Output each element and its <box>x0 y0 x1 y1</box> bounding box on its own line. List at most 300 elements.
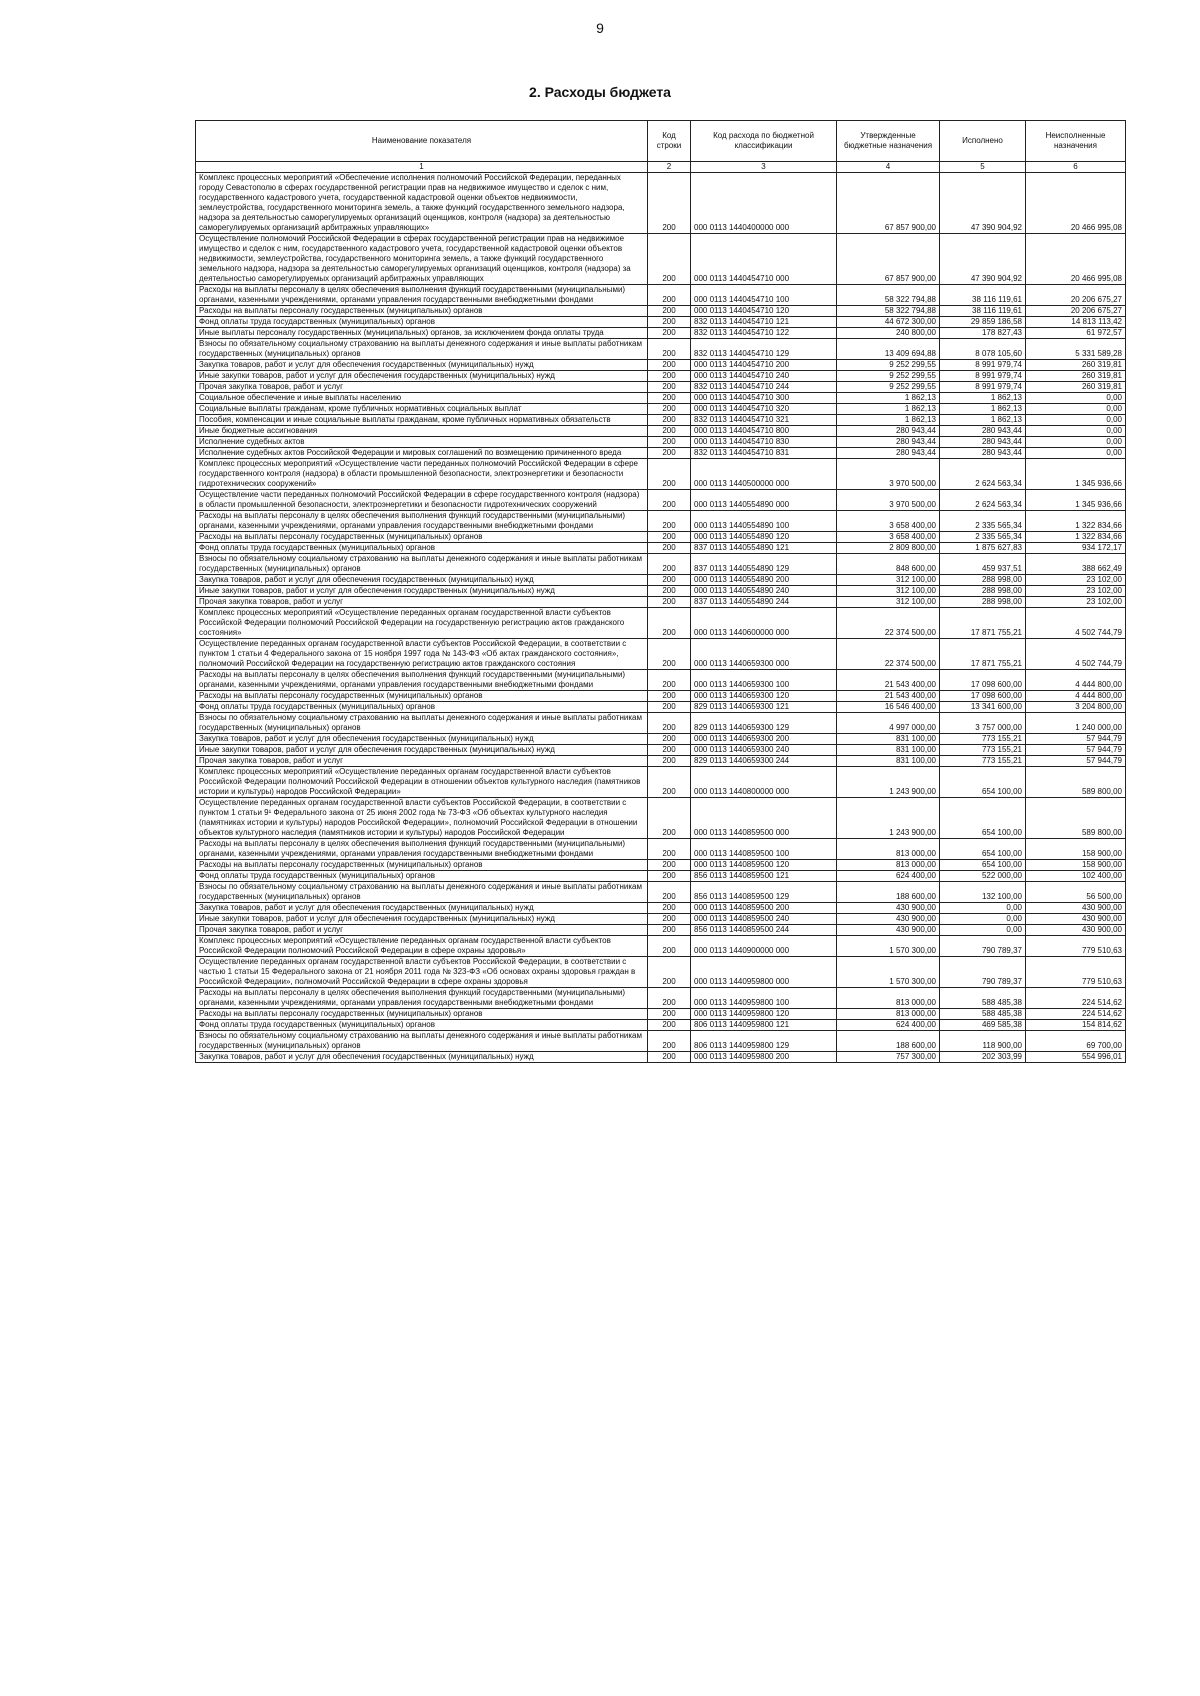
indicator-name-cell: Расходы на выплаты персоналу в целях обеспечения выполнения функций государственными (муниципальными) органами, казенными учреждениями, органами управления государственными внебюджетными фондами <box>196 670 648 691</box>
line-code-cell: 200 <box>648 437 691 448</box>
approved-amount-cell: 831 100,00 <box>837 756 940 767</box>
classification-code-cell: 837 0113 1440554890 244 <box>691 597 837 608</box>
unexecuted-amount-cell: 0,00 <box>1026 437 1126 448</box>
approved-amount-cell: 1 570 300,00 <box>837 936 940 957</box>
line-code-cell: 200 <box>648 936 691 957</box>
indicator-name-cell: Социальные выплаты гражданам, кроме публичных нормативных социальных выплат <box>196 404 648 415</box>
indicator-name-cell: Расходы на выплаты персоналу в целях обеспечения выполнения функций государственными (муниципальными) органами, казенными учреждениями, органами управления государственными внебюджетными фондами <box>196 285 648 306</box>
approved-amount-cell: 430 900,00 <box>837 925 940 936</box>
table-row <box>196 957 1126 988</box>
indicator-name-cell: Исполнение судебных актов <box>196 437 648 448</box>
executed-amount-cell: 178 827,43 <box>940 328 1026 339</box>
unexecuted-amount-cell: 56 500,00 <box>1026 882 1126 903</box>
unexecuted-amount-cell: 20 466 995,08 <box>1026 173 1126 234</box>
approved-amount-cell: 188 600,00 <box>837 882 940 903</box>
unexecuted-amount-cell: 224 514,62 <box>1026 1009 1126 1020</box>
unexecuted-amount-cell: 388 662,49 <box>1026 554 1126 575</box>
approved-amount-cell: 430 900,00 <box>837 914 940 925</box>
line-code-cell: 200 <box>648 554 691 575</box>
line-code-cell: 200 <box>648 1052 691 1063</box>
indicator-name-cell: Фонд оплаты труда государственных (муниципальных) органов <box>196 543 648 554</box>
table-row <box>196 234 1126 285</box>
approved-amount-cell: 22 374 500,00 <box>837 639 940 670</box>
approved-amount-cell: 67 857 900,00 <box>837 234 940 285</box>
unexecuted-amount-cell: 69 700,00 <box>1026 1031 1126 1052</box>
indicator-name-cell: Закупка товаров, работ и услуг для обеспечения государственных (муниципальных) нужд <box>196 575 648 586</box>
column-number: 5 <box>940 162 1026 173</box>
classification-code-cell: 000 0113 1440454710 100 <box>691 285 837 306</box>
indicator-name-cell: Прочая закупка товаров, работ и услуг <box>196 925 648 936</box>
indicator-name-cell: Взносы по обязательному социальному страхованию на выплаты денежного содержания и иные выплаты работникам государственных (муниципальных) органов <box>196 339 648 360</box>
classification-code-cell: 000 0113 1440659300 100 <box>691 670 837 691</box>
executed-amount-cell: 47 390 904,92 <box>940 234 1026 285</box>
indicator-name-cell: Расходы на выплаты персоналу государственных (муниципальных) органов <box>196 1009 648 1020</box>
classification-code-cell: 000 0113 1440659300 000 <box>691 639 837 670</box>
line-code-cell: 200 <box>648 543 691 554</box>
line-code-cell: 200 <box>648 404 691 415</box>
table-row <box>196 871 1126 882</box>
unexecuted-amount-cell: 3 204 800,00 <box>1026 702 1126 713</box>
executed-amount-cell: 469 585,38 <box>940 1020 1026 1031</box>
table-row <box>196 173 1126 234</box>
executed-amount-cell: 2 624 563,34 <box>940 459 1026 490</box>
classification-code-cell: 000 0113 1440454710 000 <box>691 234 837 285</box>
column-number: 1 <box>196 162 648 173</box>
line-code-cell: 200 <box>648 371 691 382</box>
classification-code-cell: 832 0113 1440454710 122 <box>691 328 837 339</box>
unexecuted-amount-cell: 1 240 000,00 <box>1026 713 1126 734</box>
unexecuted-amount-cell: 23 102,00 <box>1026 586 1126 597</box>
table-row <box>196 914 1126 925</box>
line-code-cell: 200 <box>648 448 691 459</box>
line-code-cell: 200 <box>648 925 691 936</box>
executed-amount-cell: 280 943,44 <box>940 437 1026 448</box>
line-code-cell: 200 <box>648 713 691 734</box>
approved-amount-cell: 9 252 299,55 <box>837 360 940 371</box>
unexecuted-amount-cell: 154 814,62 <box>1026 1020 1126 1031</box>
indicator-name-cell: Фонд оплаты труда государственных (муниципальных) органов <box>196 1020 648 1031</box>
line-code-cell: 200 <box>648 798 691 839</box>
indicator-name-cell: Осуществление переданных органам государственной власти субъектов Российской Федерации, в соответствии с пунктом 1 статьи 4 Федерального закона от 15 ноября 1997 года № 143-ФЗ «Об актах гражданского состояния», полномочий Российской Федерации на государственную регистрацию актов гражданского состояния <box>196 639 648 670</box>
indicator-name-cell: Закупка товаров, работ и услуг для обеспечения государственных (муниципальных) нужд <box>196 734 648 745</box>
approved-amount-cell: 3 970 500,00 <box>837 459 940 490</box>
indicator-name-cell: Комплекс процессных мероприятий «Осуществление переданных органам государственной власти субъектов Российской Федерации полномочий Российской Федерации на государственную регистрацию актов гражданского состояния» <box>196 608 648 639</box>
executed-amount-cell: 773 155,21 <box>940 745 1026 756</box>
header-row <box>196 121 1126 162</box>
approved-amount-cell: 1 243 900,00 <box>837 767 940 798</box>
executed-amount-cell: 773 155,21 <box>940 756 1026 767</box>
line-code-cell: 200 <box>648 234 691 285</box>
classification-code-cell: 856 0113 1440859500 244 <box>691 925 837 936</box>
header-budget-classification-code: Код расхода по бюджетной классификации <box>691 121 837 162</box>
indicator-name-cell: Иные закупки товаров, работ и услуг для обеспечения государственных (муниципальных) нужд <box>196 586 648 597</box>
line-code-cell: 200 <box>648 702 691 713</box>
indicator-name-cell: Иные закупки товаров, работ и услуг для обеспечения государственных (муниципальных) нужд <box>196 745 648 756</box>
indicator-name-cell: Закупка товаров, работ и услуг для обеспечения государственных (муниципальных) нужд <box>196 903 648 914</box>
table-row <box>196 317 1126 328</box>
column-number: 6 <box>1026 162 1126 173</box>
indicator-name-cell: Иные бюджетные ассигнования <box>196 426 648 437</box>
executed-amount-cell: 17 098 600,00 <box>940 691 1026 702</box>
line-code-cell: 200 <box>648 360 691 371</box>
table-row <box>196 860 1126 871</box>
unexecuted-amount-cell: 779 510,63 <box>1026 957 1126 988</box>
header-line-code: Код строки <box>648 121 691 162</box>
approved-amount-cell: 312 100,00 <box>837 575 940 586</box>
indicator-name-cell: Осуществление полномочий Российской Федерации в сферах государственной регистрации прав на недвижимое имущество и сделок с ним, государственного кадастрового учета, государственной кадастровой оценки объектов недвижимости, землеустройства, государственного мониторинга земель, а также функций государственного земельного надзора, надзора за деятельностью саморегулируемых организаций оценщиков, контроля (надзора) за деятельностью саморегулируемых организаций арбитражных управляющих <box>196 234 648 285</box>
unexecuted-amount-cell: 23 102,00 <box>1026 597 1126 608</box>
indicator-name-cell: Расходы на выплаты персоналу в целях обеспечения выполнения функций государственными (муниципальными) органами, казенными учреждениями, органами управления государственными внебюджетными фондами <box>196 988 648 1009</box>
table-row <box>196 586 1126 597</box>
executed-amount-cell: 38 116 119,61 <box>940 285 1026 306</box>
line-code-cell: 200 <box>648 839 691 860</box>
classification-code-cell: 829 0113 1440659300 129 <box>691 713 837 734</box>
table-row <box>196 767 1126 798</box>
indicator-name-cell: Фонд оплаты труда государственных (муниципальных) органов <box>196 702 648 713</box>
classification-code-cell: 000 0113 1440454710 120 <box>691 306 837 317</box>
table-row <box>196 328 1126 339</box>
table-row <box>196 798 1126 839</box>
line-code-cell: 200 <box>648 415 691 426</box>
unexecuted-amount-cell: 430 900,00 <box>1026 925 1126 936</box>
executed-amount-cell: 8 991 979,74 <box>940 371 1026 382</box>
column-number: 3 <box>691 162 837 173</box>
table-row <box>196 404 1126 415</box>
indicator-name-cell: Закупка товаров, работ и услуг для обеспечения государственных (муниципальных) нужд <box>196 1052 648 1063</box>
approved-amount-cell: 3 970 500,00 <box>837 490 940 511</box>
table-row <box>196 639 1126 670</box>
line-code-cell: 200 <box>648 1020 691 1031</box>
table-row <box>196 532 1126 543</box>
executed-amount-cell: 654 100,00 <box>940 839 1026 860</box>
line-code-cell: 200 <box>648 317 691 328</box>
classification-code-cell: 856 0113 1440859500 121 <box>691 871 837 882</box>
classification-code-cell: 000 0113 1440554890 240 <box>691 586 837 597</box>
classification-code-cell: 000 0113 1440659300 240 <box>691 745 837 756</box>
unexecuted-amount-cell: 430 900,00 <box>1026 903 1126 914</box>
approved-amount-cell: 280 943,44 <box>837 426 940 437</box>
executed-amount-cell: 13 341 600,00 <box>940 702 1026 713</box>
executed-amount-cell: 522 000,00 <box>940 871 1026 882</box>
indicator-name-cell: Расходы на выплаты персоналу в целях обеспечения выполнения функций государственными (муниципальными) органами, казенными учреждениями, органами управления государственными внебюджетными фондами <box>196 839 648 860</box>
classification-code-cell: 000 0113 1440959800 000 <box>691 957 837 988</box>
line-code-cell: 200 <box>648 532 691 543</box>
approved-amount-cell: 21 543 400,00 <box>837 670 940 691</box>
line-code-cell: 200 <box>648 767 691 798</box>
unexecuted-amount-cell: 158 900,00 <box>1026 839 1126 860</box>
indicator-name-cell: Осуществление переданных органам государственной власти субъектов Российской Федерации, в соответствии с частью 1 статьи 15 Федерального закона от 21 ноября 2011 года № 323-ФЗ «Об основах охраны здоровья граждан в Российской Федерации», полномочий Российской Федерации в сфере охраны здоровья <box>196 957 648 988</box>
executed-amount-cell: 2 335 565,34 <box>940 511 1026 532</box>
indicator-name-cell: Прочая закупка товаров, работ и услуг <box>196 382 648 393</box>
approved-amount-cell: 312 100,00 <box>837 586 940 597</box>
indicator-name-cell: Социальное обеспечение и иные выплаты населению <box>196 393 648 404</box>
approved-amount-cell: 67 857 900,00 <box>837 173 940 234</box>
unexecuted-amount-cell: 260 319,81 <box>1026 371 1126 382</box>
indicator-name-cell: Осуществление переданных органам государственной власти субъектов Российской Федерации, в соответствии с пунктом 1 статьи 9¹ Федерального закона от 25 июня 2002 года № 73-ФЗ «Об объектах культурного наследия (памятниках истории и культуры) народов Российской Федерации», полномочий Российской Федерации в отношении объектов культурного наследия (памятников истории и культуры) народов Российской Федерации <box>196 798 648 839</box>
line-code-cell: 200 <box>648 871 691 882</box>
approved-amount-cell: 1 862,13 <box>837 415 940 426</box>
table-row <box>196 426 1126 437</box>
indicator-name-cell: Иные закупки товаров, работ и услуг для обеспечения государственных (муниципальных) нужд <box>196 371 648 382</box>
unexecuted-amount-cell: 57 944,79 <box>1026 756 1126 767</box>
table-body <box>196 173 1126 1063</box>
table-row <box>196 339 1126 360</box>
executed-amount-cell: 280 943,44 <box>940 426 1026 437</box>
classification-code-cell: 000 0113 1440959800 120 <box>691 1009 837 1020</box>
classification-code-cell: 000 0113 1440554890 200 <box>691 575 837 586</box>
unexecuted-amount-cell: 57 944,79 <box>1026 745 1126 756</box>
classification-code-cell: 000 0113 1440859500 000 <box>691 798 837 839</box>
table-row <box>196 702 1126 713</box>
approved-amount-cell: 9 252 299,55 <box>837 371 940 382</box>
classification-code-cell: 000 0113 1440659300 200 <box>691 734 837 745</box>
line-code-cell: 200 <box>648 670 691 691</box>
executed-amount-cell: 3 757 000,00 <box>940 713 1026 734</box>
approved-amount-cell: 44 672 300,00 <box>837 317 940 328</box>
table-row <box>196 882 1126 903</box>
executed-amount-cell: 0,00 <box>940 914 1026 925</box>
line-code-cell: 200 <box>648 734 691 745</box>
approved-amount-cell: 1 570 300,00 <box>837 957 940 988</box>
table-row <box>196 1031 1126 1052</box>
executed-amount-cell: 654 100,00 <box>940 767 1026 798</box>
approved-amount-cell: 1 862,13 <box>837 404 940 415</box>
classification-code-cell: 806 0113 1440959800 129 <box>691 1031 837 1052</box>
classification-code-cell: 000 0113 1440454710 200 <box>691 360 837 371</box>
indicator-name-cell: Взносы по обязательному социальному страхованию на выплаты денежного содержания и иные выплаты работникам государственных (муниципальных) органов <box>196 713 648 734</box>
executed-amount-cell: 288 998,00 <box>940 586 1026 597</box>
indicator-name-cell: Взносы по обязательному социальному страхованию на выплаты денежного содержания и иные выплаты работникам государственных (муниципальных) органов <box>196 554 648 575</box>
line-code-cell: 200 <box>648 691 691 702</box>
executed-amount-cell: 29 859 186,58 <box>940 317 1026 328</box>
line-code-cell: 200 <box>648 903 691 914</box>
executed-amount-cell: 8 078 105,60 <box>940 339 1026 360</box>
line-code-cell: 200 <box>648 882 691 903</box>
executed-amount-cell: 17 871 755,21 <box>940 608 1026 639</box>
unexecuted-amount-cell: 20 466 995,08 <box>1026 234 1126 285</box>
table-row <box>196 415 1126 426</box>
table-row <box>196 554 1126 575</box>
unexecuted-amount-cell: 589 800,00 <box>1026 798 1126 839</box>
unexecuted-amount-cell: 589 800,00 <box>1026 767 1126 798</box>
table-row <box>196 1009 1126 1020</box>
line-code-cell: 200 <box>648 756 691 767</box>
approved-amount-cell: 3 658 400,00 <box>837 511 940 532</box>
executed-amount-cell: 654 100,00 <box>940 798 1026 839</box>
approved-amount-cell: 3 658 400,00 <box>837 532 940 543</box>
indicator-name-cell: Расходы на выплаты персоналу государственных (муниципальных) органов <box>196 306 648 317</box>
indicator-name-cell: Расходы на выплаты персоналу государственных (муниципальных) органов <box>196 691 648 702</box>
page-number: 9 <box>596 20 604 36</box>
executed-amount-cell: 790 789,37 <box>940 936 1026 957</box>
line-code-cell: 200 <box>648 608 691 639</box>
approved-amount-cell: 13 409 694,88 <box>837 339 940 360</box>
executed-amount-cell: 8 991 979,74 <box>940 382 1026 393</box>
line-code-cell: 200 <box>648 173 691 234</box>
executed-amount-cell: 1 862,13 <box>940 415 1026 426</box>
classification-code-cell: 856 0113 1440859500 129 <box>691 882 837 903</box>
indicator-name-cell: Расходы на выплаты персоналу в целях обеспечения выполнения функций государственными (муниципальными) органами, казенными учреждениями, органами управления государственными внебюджетными фондами <box>196 511 648 532</box>
unexecuted-amount-cell: 57 944,79 <box>1026 734 1126 745</box>
table-row <box>196 903 1126 914</box>
table-row <box>196 1052 1126 1063</box>
indicator-name-cell: Взносы по обязательному социальному страхованию на выплаты денежного содержания и иные выплаты работникам государственных (муниципальных) органов <box>196 882 648 903</box>
line-code-cell: 200 <box>648 285 691 306</box>
classification-code-cell: 000 0113 1440859500 100 <box>691 839 837 860</box>
classification-code-cell: 829 0113 1440659300 244 <box>691 756 837 767</box>
executed-amount-cell: 2 335 565,34 <box>940 532 1026 543</box>
unexecuted-amount-cell: 4 502 744,79 <box>1026 639 1126 670</box>
table-row <box>196 691 1126 702</box>
classification-code-cell: 000 0113 1440659300 120 <box>691 691 837 702</box>
executed-amount-cell: 790 789,37 <box>940 957 1026 988</box>
unexecuted-amount-cell: 1 345 936,66 <box>1026 490 1126 511</box>
table-row <box>196 734 1126 745</box>
classification-code-cell: 806 0113 1440959800 121 <box>691 1020 837 1031</box>
line-code-cell: 200 <box>648 988 691 1009</box>
executed-amount-cell: 459 937,51 <box>940 554 1026 575</box>
table-row <box>196 713 1126 734</box>
line-code-cell: 200 <box>648 745 691 756</box>
table-row <box>196 437 1126 448</box>
unexecuted-amount-cell: 260 319,81 <box>1026 382 1126 393</box>
classification-code-cell: 832 0113 1440454710 244 <box>691 382 837 393</box>
classification-code-cell: 832 0113 1440454710 121 <box>691 317 837 328</box>
approved-amount-cell: 312 100,00 <box>837 597 940 608</box>
executed-amount-cell: 588 485,38 <box>940 988 1026 1009</box>
table-row <box>196 756 1126 767</box>
unexecuted-amount-cell: 4 444 800,00 <box>1026 670 1126 691</box>
approved-amount-cell: 9 252 299,55 <box>837 382 940 393</box>
approved-amount-cell: 813 000,00 <box>837 1009 940 1020</box>
approved-amount-cell: 430 900,00 <box>837 903 940 914</box>
unexecuted-amount-cell: 5 331 589,28 <box>1026 339 1126 360</box>
classification-code-cell: 000 0113 1440859500 120 <box>691 860 837 871</box>
unexecuted-amount-cell: 0,00 <box>1026 415 1126 426</box>
unexecuted-amount-cell: 102 400,00 <box>1026 871 1126 882</box>
table-row <box>196 459 1126 490</box>
line-code-cell: 200 <box>648 914 691 925</box>
unexecuted-amount-cell: 14 813 113,42 <box>1026 317 1126 328</box>
unexecuted-amount-cell: 4 444 800,00 <box>1026 691 1126 702</box>
classification-code-cell: 000 0113 1440454710 320 <box>691 404 837 415</box>
executed-amount-cell: 47 390 904,92 <box>940 173 1026 234</box>
approved-amount-cell: 280 943,44 <box>837 448 940 459</box>
classification-code-cell: 000 0113 1440600000 000 <box>691 608 837 639</box>
approved-amount-cell: 240 800,00 <box>837 328 940 339</box>
table-row <box>196 925 1126 936</box>
classification-code-cell: 000 0113 1440800000 000 <box>691 767 837 798</box>
column-number: 4 <box>837 162 940 173</box>
indicator-name-cell: Комплекс процессных мероприятий «Обеспечение исполнения полномочий Российской Федерации, переданных городу Севастополю в сферах государственной регистрации прав на недвижимое имущество и сделок с ним, государственного кадастрового учета, государственной кадастровой оценки объектов недвижимости, землеустройства, государственного мониторинга земель, а также функций государственного земельного надзора, надзора за деятельностью саморегулируемых организаций оценщиков, контроля (надзора) за деятельностью саморегулируемых организаций арбитражных управляющих» <box>196 173 648 234</box>
line-code-cell: 200 <box>648 339 691 360</box>
classification-code-cell: 829 0113 1440659300 121 <box>691 702 837 713</box>
executed-amount-cell: 132 100,00 <box>940 882 1026 903</box>
unexecuted-amount-cell: 1 322 834,66 <box>1026 511 1126 532</box>
approved-amount-cell: 16 546 400,00 <box>837 702 940 713</box>
line-code-cell: 200 <box>648 575 691 586</box>
indicator-name-cell: Расходы на выплаты персоналу государственных (муниципальных) органов <box>196 532 648 543</box>
line-code-cell: 200 <box>648 393 691 404</box>
unexecuted-amount-cell: 23 102,00 <box>1026 575 1126 586</box>
executed-amount-cell: 1 862,13 <box>940 404 1026 415</box>
approved-amount-cell: 848 600,00 <box>837 554 940 575</box>
approved-amount-cell: 21 543 400,00 <box>837 691 940 702</box>
approved-amount-cell: 188 600,00 <box>837 1031 940 1052</box>
line-code-cell: 200 <box>648 586 691 597</box>
line-code-cell: 200 <box>648 490 691 511</box>
table-row <box>196 670 1126 691</box>
table-row <box>196 393 1126 404</box>
line-code-cell: 200 <box>648 597 691 608</box>
classification-code-cell: 000 0113 1440859500 240 <box>691 914 837 925</box>
line-code-cell: 200 <box>648 511 691 532</box>
executed-amount-cell: 38 116 119,61 <box>940 306 1026 317</box>
line-code-cell: 200 <box>648 860 691 871</box>
unexecuted-amount-cell: 4 502 744,79 <box>1026 608 1126 639</box>
line-code-cell: 200 <box>648 1009 691 1020</box>
approved-amount-cell: 813 000,00 <box>837 839 940 860</box>
unexecuted-amount-cell: 0,00 <box>1026 393 1126 404</box>
header-unexecuted-appropriations: Неисполненные назначения <box>1026 121 1126 162</box>
executed-amount-cell: 0,00 <box>940 903 1026 914</box>
executed-amount-cell: 17 098 600,00 <box>940 670 1026 691</box>
column-number: 2 <box>648 162 691 173</box>
indicator-name-cell: Прочая закупка товаров, работ и услуг <box>196 756 648 767</box>
table-row <box>196 382 1126 393</box>
table-row <box>196 988 1126 1009</box>
executed-amount-cell: 0,00 <box>940 925 1026 936</box>
indicator-name-cell: Фонд оплаты труда государственных (муниципальных) органов <box>196 871 648 882</box>
table-row <box>196 575 1126 586</box>
line-code-cell: 200 <box>648 1031 691 1052</box>
line-code-cell: 200 <box>648 382 691 393</box>
classification-code-cell: 837 0113 1440554890 129 <box>691 554 837 575</box>
executed-amount-cell: 202 303,99 <box>940 1052 1026 1063</box>
approved-amount-cell: 831 100,00 <box>837 734 940 745</box>
unexecuted-amount-cell: 1 322 834,66 <box>1026 532 1126 543</box>
executed-amount-cell: 8 991 979,74 <box>940 360 1026 371</box>
approved-amount-cell: 1 243 900,00 <box>837 798 940 839</box>
table-row <box>196 839 1126 860</box>
line-code-cell: 200 <box>648 459 691 490</box>
classification-code-cell: 000 0113 1440454710 800 <box>691 426 837 437</box>
approved-amount-cell: 58 322 794,88 <box>837 306 940 317</box>
executed-amount-cell: 1 862,13 <box>940 393 1026 404</box>
indicator-name-cell: Прочая закупка товаров, работ и услуг <box>196 597 648 608</box>
unexecuted-amount-cell: 0,00 <box>1026 404 1126 415</box>
unexecuted-amount-cell: 224 514,62 <box>1026 988 1126 1009</box>
indicator-name-cell: Комплекс процессных мероприятий «Осуществление переданных органам государственной власти субъектов Российской Федерации полномочий Российской Федерации в сфере охраны здоровья» <box>196 936 648 957</box>
unexecuted-amount-cell: 61 972,57 <box>1026 328 1126 339</box>
classification-code-cell: 832 0113 1440454710 321 <box>691 415 837 426</box>
approved-amount-cell: 624 400,00 <box>837 871 940 882</box>
executed-amount-cell: 288 998,00 <box>940 575 1026 586</box>
indicator-name-cell: Закупка товаров, работ и услуг для обеспечения государственных (муниципальных) нужд <box>196 360 648 371</box>
classification-code-cell: 000 0113 1440500000 000 <box>691 459 837 490</box>
line-code-cell: 200 <box>648 426 691 437</box>
classification-code-cell: 000 0113 1440554890 000 <box>691 490 837 511</box>
budget-expenses-table <box>195 120 1126 1063</box>
line-code-cell: 200 <box>648 328 691 339</box>
approved-amount-cell: 757 300,00 <box>837 1052 940 1063</box>
line-code-cell: 200 <box>648 639 691 670</box>
classification-code-cell: 000 0113 1440554890 100 <box>691 511 837 532</box>
unexecuted-amount-cell: 779 510,63 <box>1026 936 1126 957</box>
approved-amount-cell: 831 100,00 <box>837 745 940 756</box>
executed-amount-cell: 654 100,00 <box>940 860 1026 871</box>
classification-code-cell: 000 0113 1440454710 240 <box>691 371 837 382</box>
